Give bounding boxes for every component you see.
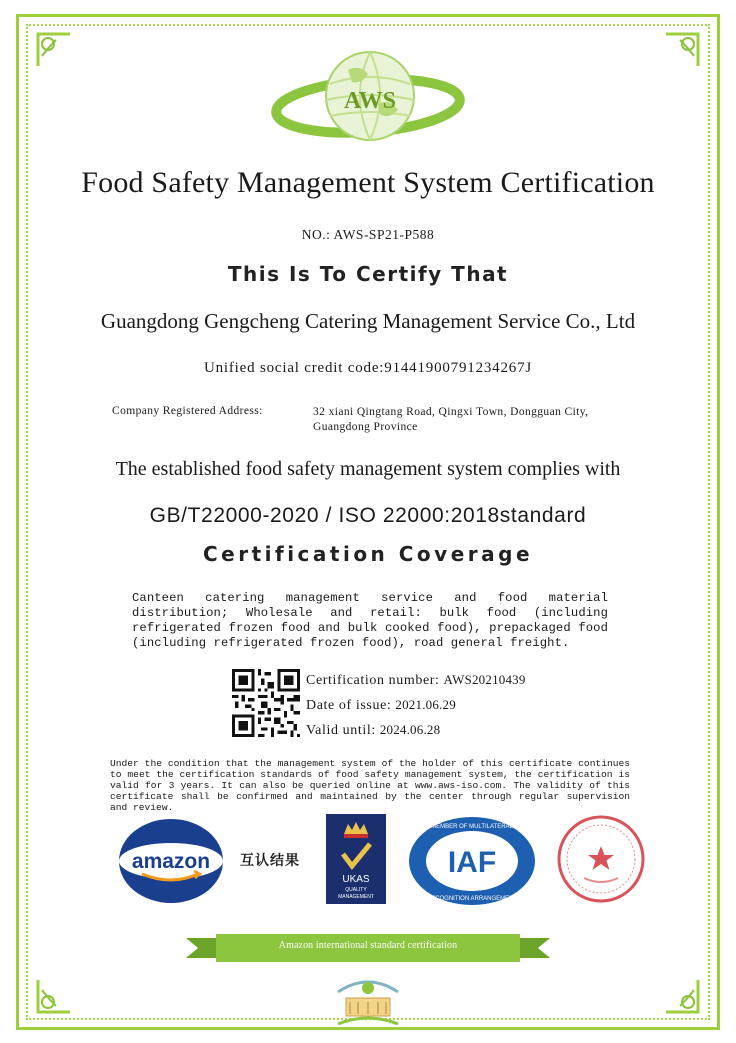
- globe-logo-icon: [270, 44, 466, 160]
- standard-statement: GB/T22000-2020 / ISO 22000:2018standard: [149, 504, 587, 527]
- amazon-logo: [118, 818, 224, 904]
- valid-until-label: Valid until:: [306, 723, 376, 738]
- address-label: Company Registered Address:: [112, 405, 263, 417]
- issue-date-row: [306, 697, 456, 714]
- complies-statement: The established food safety management system complies with: [115, 458, 621, 480]
- ukas-logo: [326, 814, 386, 904]
- certify-heading: This Is To Certify That: [227, 262, 509, 286]
- address-value: 32 xiani Qingtang Road, Qingxi Town, Dongguan City, Guangdong Province: [313, 406, 589, 433]
- valid-until-value: 2024.06.28: [379, 722, 441, 737]
- ribbon-text: Amazon international standard certification: [278, 940, 458, 951]
- validity-footnote: Under the condition that the management system of the holder of this certificate continues to meet the certification standards of food safety management system, the certification is valid for 3 years. It can also be queried online at www.aws-iso.com. The validity of this certificate shall be confirmed and maintained by the center through regular supervision and review.: [110, 758, 630, 813]
- certification-number-value: AWS20210439: [443, 672, 526, 687]
- iaf-text: IAF: [447, 846, 497, 879]
- mutual-recognition-text: 互认结果: [240, 853, 300, 869]
- crest-ornament-icon: [328, 972, 408, 1032]
- amazon-logo-text: amazon: [131, 850, 211, 873]
- qr-code-icon: [232, 669, 300, 737]
- corner-ornament-icon: [34, 30, 74, 70]
- red-seal-icon: [556, 814, 646, 904]
- iaf-logo: [408, 816, 536, 906]
- iaf-bottom-text: RECOGNITION ARRANGEMENT: [426, 896, 518, 902]
- valid-until-row: [306, 722, 440, 739]
- certificate-number-line: NO.: AWS-SP21-P588: [301, 227, 435, 242]
- certification-number-label: Certification number:: [306, 673, 440, 688]
- corner-ornament-icon: [662, 30, 702, 70]
- corner-ornament-icon: [34, 976, 74, 1016]
- ukas-text: UKAS: [342, 874, 370, 885]
- issue-date-value: 2021.06.29: [395, 697, 456, 712]
- ukas-subtext-1: QUALITY: [345, 887, 367, 893]
- certificate-title: Food Safety Management System Certification: [81, 166, 655, 199]
- coverage-text: Canteen catering management service and food material distribution; Wholesale and retail: bulk food (including refrigerated frozen food and bulk cooked food), prepackaged food (including refrigerated frozen food), road general freight.: [132, 591, 608, 650]
- certification-number-row: [306, 672, 526, 689]
- credit-code: Unified social credit code:91441900791234267J: [203, 360, 533, 376]
- company-name: Guangdong Gengcheng Catering Management Service Co., Ltd: [100, 309, 636, 333]
- iaf-top-text: MEMBER OF MULTILATERAL: [431, 824, 513, 830]
- corner-ornament-icon: [662, 976, 702, 1016]
- ukas-subtext-2: MANAGEMENT: [338, 894, 374, 900]
- issue-date-label: Date of issue:: [306, 698, 392, 713]
- aws-logo-text: AWS: [343, 88, 397, 114]
- coverage-heading: Certification Coverage: [202, 542, 534, 566]
